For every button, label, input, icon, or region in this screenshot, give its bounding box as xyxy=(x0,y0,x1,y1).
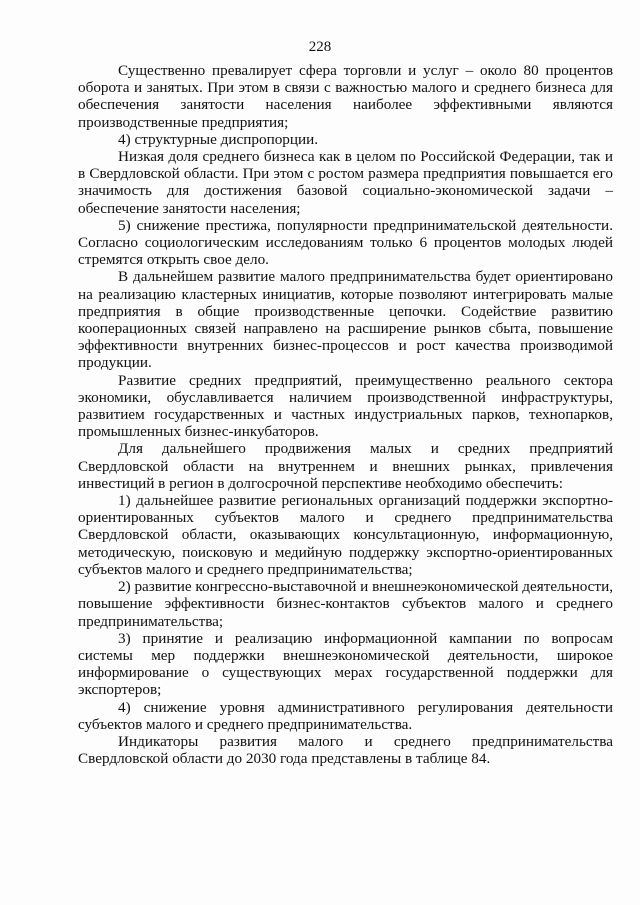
paragraph: 3) принятие и реализацию информационной кампании по вопросам системы мер поддержки внешнеэкономической деятельности, широкое информирование о существующих мерах государственной поддержки для экспортеров; xyxy=(78,629,613,699)
document-body xyxy=(78,62,613,767)
page-number: 228 xyxy=(308,39,332,55)
paragraph: В дальнейшем развитие малого предпринимательства будет ориентировано на реализацию кластерных инициатив, которые позволяют интегрировать малые предприятия в общие производственные цепочки. Содействие развитию кооперационных связей направлено на расширение рынков сбыта, повышение эффективности внутренних бизнес-процессов и рост качества производимой продукции. xyxy=(78,268,613,372)
paragraph: Индикаторы развития малого и среднего предпринимательства Свердловской области до 2030 года представлены в таблице 84. xyxy=(78,732,613,768)
paragraph: 4) структурные диспропорции. xyxy=(118,130,319,148)
paragraph: 5) снижение престижа, популярности предпринимательской деятельности. Согласно социологическим исследованиям только 6 процентов молодых людей стремятся открыть свое дело. xyxy=(78,216,613,269)
paragraph: 1) дальнейшее развитие региональных организаций поддержки экспортно-ориентированных субъектов малого и среднего предпринимательства Свердловской области, оказывающих консультационную, информационную, методическую, поисковую и медийную поддержку экспортно-ориентированных субъектов малого и среднего предпринимательства; xyxy=(78,492,613,578)
paragraph: 2) развитие конгрессно-выставочной и внешнеэкономической деятельности, повышение эффективности бизнес-контактов субъектов малого и среднего предпринимательства; xyxy=(78,578,613,630)
paragraph: Развитие средних предприятий, преимущественно реального сектора экономики, обуславливается наличием производственной инфраструктуры, развитием государственных и частных индустриальных парков, технопарков, промышленных бизнес-инкубаторов. xyxy=(78,371,613,441)
paragraph: Низкая доля среднего бизнеса как в целом по Российской Федерации, так и в Свердловской области. При этом с ростом размера предприятия повышается его значимость для достижения базовой социально-экономической задачи – обеспечение занятости населения; xyxy=(78,148,613,217)
paragraph: 4) снижение уровня административного регулирования деятельности субъектов малого и среднего предпринимательства. xyxy=(78,698,613,733)
paragraph: Для дальнейшего продвижения малых и средних предприятий Свердловской области на внутреннем и внешних рынках, привлечения инвестиций в регион в долгосрочной перспективе необходимо обеспечить: xyxy=(78,440,613,492)
paragraph: Существенно превалирует сфера торговли и услуг – около 80 процентов оборота и занятых. При этом в связи с важностью малого и среднего бизнеса для обеспечения занятости населения наиболее эффективными являются производственные предприятия; xyxy=(78,62,613,131)
